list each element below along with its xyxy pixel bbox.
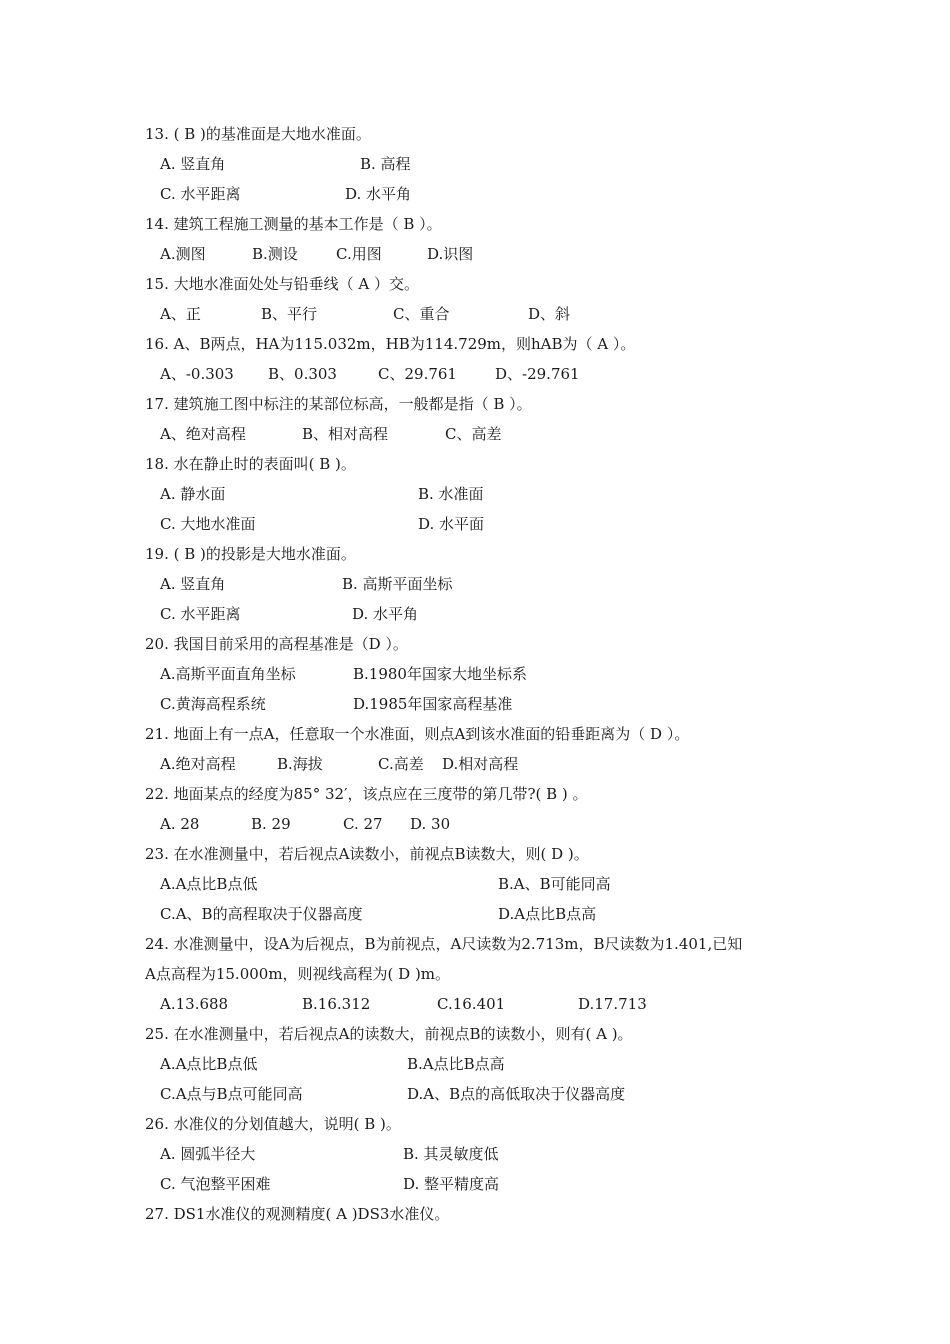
option-text: C. 大地水准面	[160, 515, 256, 533]
question-line	[145, 539, 820, 569]
option-text: D. 水平面	[418, 515, 485, 533]
option-text: D. 水平角	[345, 185, 412, 203]
question-text: 15. 大地水准面处处与铅垂线（ A ）交。	[145, 275, 419, 293]
option-line	[145, 179, 820, 209]
option-text: B、相对高程	[302, 425, 389, 443]
question-line	[145, 1019, 820, 1049]
option-text: A. 圆弧半径大	[160, 1145, 256, 1163]
option-text: D.1985年国家高程基准	[353, 695, 513, 713]
question-text: 18. 水在静止时的表面叫( B )。	[145, 455, 356, 473]
question-text: 17. 建筑施工图中标注的某部位标高，一般都是指（ B ）。	[145, 395, 532, 413]
question-line	[145, 929, 820, 959]
option-text: B.16.312	[302, 995, 371, 1013]
option-text: B、0.303	[268, 365, 337, 383]
option-text: B.A点比B点高	[407, 1055, 505, 1073]
option-line	[145, 569, 820, 599]
question-line	[145, 269, 820, 299]
option-line	[145, 479, 820, 509]
question-text: 25. 在水准测量中，若后视点A的读数大，前视点B的读数小，则有( A )。	[145, 1025, 633, 1043]
option-line	[145, 1049, 820, 1079]
question-text: 24. 水准测量中，设A为后视点，B为前视点，A尺读数为2.713m，B尺读数为1.401,已知	[145, 935, 743, 953]
question-text: 13. ( B )的基准面是大地水准面。	[145, 125, 371, 143]
option-line	[145, 689, 820, 719]
option-line	[145, 989, 820, 1019]
option-text: C.A、B的高程取决于仪器高度	[160, 905, 363, 923]
option-text: B. 高斯平面坐标	[342, 575, 453, 593]
option-text: D、斜	[528, 305, 571, 323]
option-text: A.A点比B点低	[160, 1055, 258, 1073]
option-line	[145, 1139, 820, 1169]
option-line	[145, 749, 820, 779]
option-text: A.高斯平面直角坐标	[160, 665, 296, 683]
option-text: C. 气泡整平困难	[160, 1175, 271, 1193]
option-line	[145, 1079, 820, 1109]
option-text: C.16.401	[437, 995, 506, 1013]
question-text: 23. 在水准测量中，若后视点A读数小，前视点B读数大，则( D )。	[145, 845, 589, 863]
question-line	[145, 839, 820, 869]
question-line	[145, 119, 820, 149]
question-line	[145, 1109, 820, 1139]
option-line	[145, 359, 820, 389]
option-text: C. 水平距离	[160, 185, 241, 203]
option-line	[145, 659, 820, 689]
option-line	[145, 239, 820, 269]
option-text: D、-29.761	[495, 365, 580, 383]
question-text: 20. 我国目前采用的高程基准是（D ）。	[145, 635, 408, 653]
option-line	[145, 509, 820, 539]
question-text: 16. A、B两点，HA为115.032m，HB为114.729m，则hAB为（ A ）。	[145, 335, 636, 353]
question-text: 26. 水准仪的分划值越大，说明( B )。	[145, 1115, 401, 1133]
question-line	[145, 449, 820, 479]
option-text: D. 水平角	[352, 605, 419, 623]
option-text: A.A点比B点低	[160, 875, 258, 893]
option-text: B. 29	[251, 815, 291, 833]
question-text: 27. DS1水准仪的观测精度( A )DS3水准仪。	[145, 1205, 450, 1223]
option-text: B. 其灵敏度低	[403, 1145, 499, 1163]
option-text: A.绝对高程	[160, 755, 236, 773]
option-text: C、重合	[393, 305, 450, 323]
option-text: A. 竖直角	[160, 575, 226, 593]
question-line	[145, 389, 820, 419]
option-line	[145, 299, 820, 329]
option-line	[145, 899, 820, 929]
question-line	[145, 209, 820, 239]
option-text: B.测设	[252, 245, 298, 263]
option-line	[145, 1169, 820, 1199]
option-line	[145, 959, 820, 989]
option-text: D. 整平精度高	[403, 1175, 500, 1193]
option-text: C.高差	[378, 755, 424, 773]
question-line	[145, 719, 820, 749]
option-line	[145, 599, 820, 629]
option-text: C.A点与B点可能同高	[160, 1085, 303, 1103]
option-text: C、高差	[445, 425, 502, 443]
option-line	[145, 419, 820, 449]
option-text: D.识图	[427, 245, 474, 263]
question-line	[145, 1199, 820, 1229]
option-text: D.A、B点的高低取决于仪器高度	[407, 1085, 626, 1103]
question-text: 21. 地面上有一点A，任意取一个水准面，则点A到该水准面的铅垂距离为（ D ）。	[145, 725, 690, 743]
option-line	[145, 869, 820, 899]
option-text: A.测图	[160, 245, 206, 263]
option-text: B.海拔	[277, 755, 323, 773]
option-text: D.17.713	[578, 995, 647, 1013]
question-line	[145, 779, 820, 809]
question-text: A点高程为15.000m，则视线高程为( D )m。	[145, 965, 451, 983]
option-text: B、平行	[261, 305, 318, 323]
option-line	[145, 149, 820, 179]
option-text: A、-0.303	[160, 365, 234, 383]
option-text: C.黄海高程系统	[160, 695, 266, 713]
option-text: D.相对高程	[442, 755, 519, 773]
question-text: 22. 地面某点的经度为85° 32′，该点应在三度带的第几带?( B ) 。	[145, 785, 588, 803]
option-text: C、29.761	[378, 365, 457, 383]
option-text: C.用图	[336, 245, 382, 263]
option-text: A、绝对高程	[160, 425, 246, 443]
option-text: D. 30	[410, 815, 451, 833]
option-text: B.1980年国家大地坐标系	[353, 665, 527, 683]
question-text: 14. 建筑工程施工测量的基本工作是（ B ）。	[145, 215, 442, 233]
option-text: B.A、B可能同高	[498, 875, 611, 893]
option-text: D.A点比B点高	[498, 905, 597, 923]
option-text: C. 水平距离	[160, 605, 241, 623]
option-text: A、正	[160, 305, 201, 323]
question-text: 19. ( B )的投影是大地水准面。	[145, 545, 356, 563]
option-text: B. 高程	[360, 155, 411, 173]
option-text: A. 28	[160, 815, 200, 833]
option-text: A. 竖直角	[160, 155, 226, 173]
option-text: A.13.688	[160, 995, 229, 1013]
question-line	[145, 629, 820, 659]
option-text: C. 27	[343, 815, 383, 833]
option-text: B. 水准面	[418, 485, 484, 503]
question-line	[145, 329, 820, 359]
option-line	[145, 809, 820, 839]
option-text: A. 静水面	[160, 485, 226, 503]
